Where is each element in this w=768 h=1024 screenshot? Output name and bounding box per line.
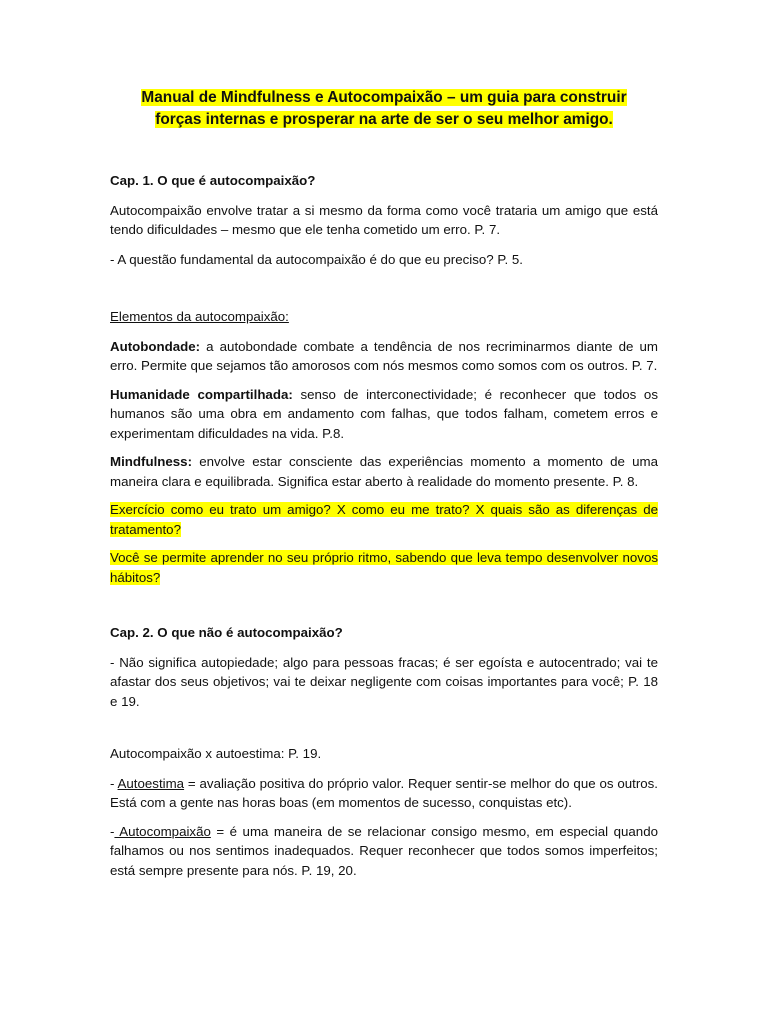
autobondade-label: Autobondade: — [110, 338, 201, 354]
mindfulness-text: envolve estar consciente das experiências momento a momento de uma maneira clara e equilibrada. Significa estar aberto à realidade do momento presente. P. 8. — [110, 454, 658, 489]
element-mindfulness — [110, 452, 658, 491]
document-page — [110, 87, 658, 880]
autoestima-prefix: - — [110, 775, 118, 791]
autoestima-label: Autoestima — [117, 775, 185, 791]
chapter-1-paragraph-2: - A questão fundamental da autocompaixão é do que eu preciso? P. 5. — [110, 251, 523, 267]
title-line-2: forças internas e prosperar na arte de ser o seu melhor amigo. — [155, 111, 613, 128]
highlighted-question — [110, 548, 658, 587]
title-line-1: Manual de Mindfulness e Autocompaixão – um guia para construir — [141, 89, 627, 106]
humanidade-label: Humanidade compartilhada: — [110, 386, 293, 402]
autocompaixao-text: = é uma maneira de se relacionar consigo mesmo, em especial quando falhamos ou nos sentimos inadequados. Requer reconhecer que todos somos imperfeitos; está sempre presente para nós. P. 19, 20. — [110, 823, 658, 878]
autoestima-text: = avaliação positiva do próprio valor. Requer sentir-se melhor do que os outros. Está com a gente nas horas boas (em momentos de sucesso, conquistas etc). — [110, 775, 658, 810]
highlighted-exercise — [110, 500, 658, 539]
autocompaixao-prefix: - — [110, 823, 115, 839]
chapter-1-heading: Cap. 1. O que é autocompaixão? — [110, 173, 316, 188]
autobondade-text: a autobondade combate a tendência de nos recriminarmos diante de um erro. Permite que sejamos tão amorosos com nós mesmos como somos com os outros. P. 7. — [110, 338, 658, 373]
comparison-heading: Autocompaixão x autoestima: P. 19. — [110, 746, 322, 761]
autocompaixao-definition — [110, 822, 658, 881]
element-humanidade — [110, 385, 658, 444]
autocompaixao-label: Autocompaixão — [114, 823, 211, 839]
element-autobondade — [110, 337, 658, 376]
humanidade-text: senso de interconectividade; é reconhecer que todos os humanos são uma obra em andamento com falhas, que todos falham, cometem erros e experimentam dificuldades na vida. P.8. — [110, 386, 658, 441]
highlight-exercise-text: Exercício como eu trato um amigo? X como eu me trato? X quais são as diferenças de tratamento? — [110, 502, 658, 537]
elements-heading: Elementos da autocompaixão: — [110, 309, 289, 324]
mindfulness-label: Mindfulness: — [110, 454, 192, 469]
chapter-1-paragraph-1: Autocompaixão envolve tratar a si mesmo da forma como você trataria um amigo que está tendo dificuldades – mesmo que ele tenha cometido um erro. P. 7. — [110, 202, 658, 237]
highlight-question-text: Você se permite aprender no seu próprio ritmo, sabendo que leva tempo desenvolver novos hábitos? — [110, 550, 658, 585]
autoestima-definition — [110, 774, 658, 813]
document-title — [110, 87, 658, 131]
chapter-2-heading: Cap. 2. O que não é autocompaixão? — [110, 625, 343, 640]
chapter-2-paragraph-1: - Não significa autopiedade; algo para pessoas fracas; é ser egoísta e autocentrado; vai te afastar dos seus objetivos; vai te deixar negligente com coisas importantes para você; P. 18 e 19. — [110, 654, 658, 709]
